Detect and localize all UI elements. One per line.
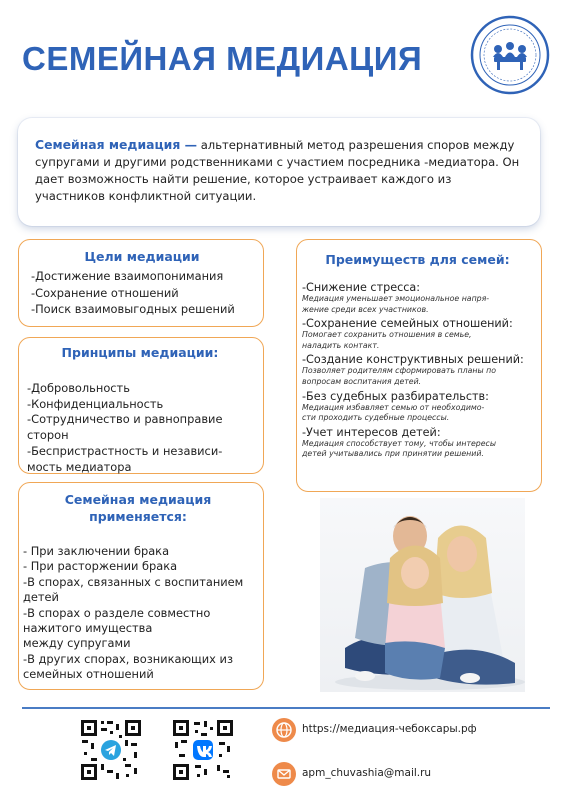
qr-code-vk[interactable] [171, 718, 235, 782]
goals-card [18, 239, 264, 327]
family-photo [320, 498, 525, 692]
applies-title-line: Семейная медиация [64, 492, 212, 507]
principles-card [18, 337, 264, 474]
benefit-heading: -Учет интересов детей: [302, 425, 441, 439]
list-item: -В спорах, связанных с воспитанием [23, 574, 244, 589]
list-item: -Беспристрастность и независи- [27, 443, 223, 458]
benefit-desc-line: Медиация избавляет семью от необходимо- [302, 402, 485, 412]
benefit-description [302, 366, 533, 387]
applies-card [18, 482, 264, 690]
email-link[interactable]: apm_chuvashia@mail.ru [302, 767, 432, 779]
benefit-description [302, 403, 533, 424]
qr-code-telegram[interactable] [79, 718, 143, 782]
website-link[interactable]: https://медиация-чебоксары.рф [302, 723, 477, 735]
list-item: сторон [27, 428, 69, 443]
benefits-title: Преимуществ для семей: [325, 252, 510, 267]
list-item: -Конфиденциальность [27, 396, 164, 411]
globe-icon [272, 718, 296, 742]
benefit-desc-line: жение среди всех участников. [302, 304, 429, 314]
benefit-description [302, 294, 533, 315]
applies-title [23, 491, 253, 525]
footer-divider [22, 707, 550, 709]
list-item: -В других спорах, возникающих из [23, 651, 234, 666]
list-item: семейных отношений [23, 667, 154, 682]
benefit-desc-line: наладить контакт. [302, 340, 380, 350]
page-title: СЕМЕЙНАЯ МЕДИАЦИЯ [22, 40, 423, 77]
list-item: -Поиск взаимовыгодных решений [31, 302, 235, 316]
benefit-desc-line: детей учитывались при принятии решений. [302, 449, 484, 459]
intro-card [18, 118, 540, 226]
benefit-desc-line: Медиация уменьшает эмоциональное напря- [302, 294, 490, 303]
benefit-heading: -Снижение стресса: [302, 281, 420, 294]
benefit-description [302, 439, 533, 460]
benefit-desc-line: сти проходить судебные процессы. [302, 413, 450, 423]
benefit-desc-line: Помогает сохранить отношения в семье, [302, 330, 472, 340]
benefit-desc-line: Медиация способствует тому, чтобы интересы [302, 438, 496, 448]
benefit-heading: -Создание конструктивных решений: [302, 353, 524, 367]
list-item: -Добровольность [27, 381, 130, 395]
benefit-heading: -Сохранение семейных отношений: [302, 317, 513, 331]
benefit-description [302, 330, 533, 351]
benefits-card [296, 239, 542, 492]
list-item: - При расторжении брака [23, 559, 178, 574]
intro-lead: Семейная медиация — [35, 137, 198, 152]
principles-title: Принципы медиации: [61, 345, 219, 360]
benefit-desc-line: вопросам воспитания детей. [302, 376, 422, 386]
list-item: -Сотрудничество и равноправие [27, 412, 223, 427]
mail-icon [272, 762, 296, 786]
list-item: нажитого имущества [23, 621, 153, 636]
list-item: детей [23, 590, 59, 605]
list-item: -В спорах о разделе совместно [23, 605, 211, 620]
list-item: -Сохранение отношений [31, 285, 179, 300]
goals-title: Цели медиации [84, 249, 200, 264]
applies-title-line: применяется: [89, 509, 187, 524]
benefit-desc-line: Позволяет родителям сформировать планы по [302, 366, 496, 376]
association-logo [470, 15, 550, 95]
list-item: мость медиатора [27, 459, 132, 474]
list-item: - При заключении брака [23, 544, 170, 558]
intro-text: альтернативный метод разрешения споров между супругами и другими родственниками с участием посредника -медиатора. Он дает возможность найти решение, которое устраивает каждого из участников конфликтной ситуации. [35, 138, 520, 203]
list-item: между супругами [23, 636, 131, 651]
list-item: -Достижение взаимопонимания [31, 269, 224, 283]
benefit-heading: -Без судебных разбирательств: [302, 389, 489, 403]
